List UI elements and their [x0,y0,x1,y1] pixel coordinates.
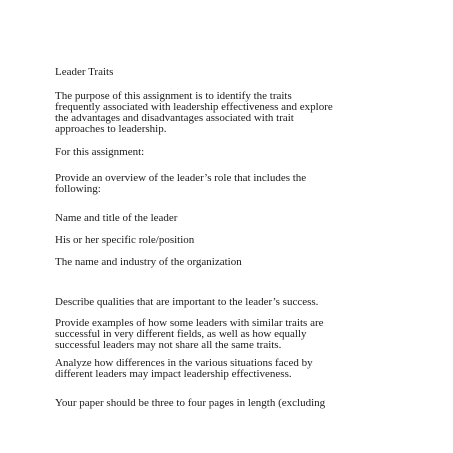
length-line: Your paper should be three to four pages in length (excluding [55,397,326,409]
item-role: His or her specific role/position [55,234,195,246]
describe-qualities: Describe qualities that are important to the leader’s success. [55,296,319,308]
analyze-line-2: different leaders may impact leadership effectiveness. [55,368,292,380]
examples-line-3: successful leaders may not share all the same traits. [55,339,282,351]
examples-line-2: successful in very different fields, as well as how equally [55,328,307,340]
overview-line-2: following: [55,183,101,195]
for-assignment-label: For this assignment: [55,146,145,158]
purpose-line-1: The purpose of this assignment is to identify the traits [55,90,292,102]
purpose-line-2: frequently associated with leadership effectiveness and explore [55,101,333,113]
purpose-line-4: approaches to leadership. [55,123,167,135]
purpose-line-3: the advantages and disadvantages associated with trait [55,112,294,124]
overview-line-1: Provide an overview of the leader’s role that includes the [55,172,307,184]
item-organization: The name and industry of the organization [55,256,242,268]
analyze-line-1: Analyze how differences in the various situations faced by [55,357,313,369]
examples-line-1: Provide examples of how some leaders with similar traits are [55,317,324,329]
item-name-title: Name and title of the leader [55,212,178,224]
document-title: Leader Traits [55,66,114,78]
